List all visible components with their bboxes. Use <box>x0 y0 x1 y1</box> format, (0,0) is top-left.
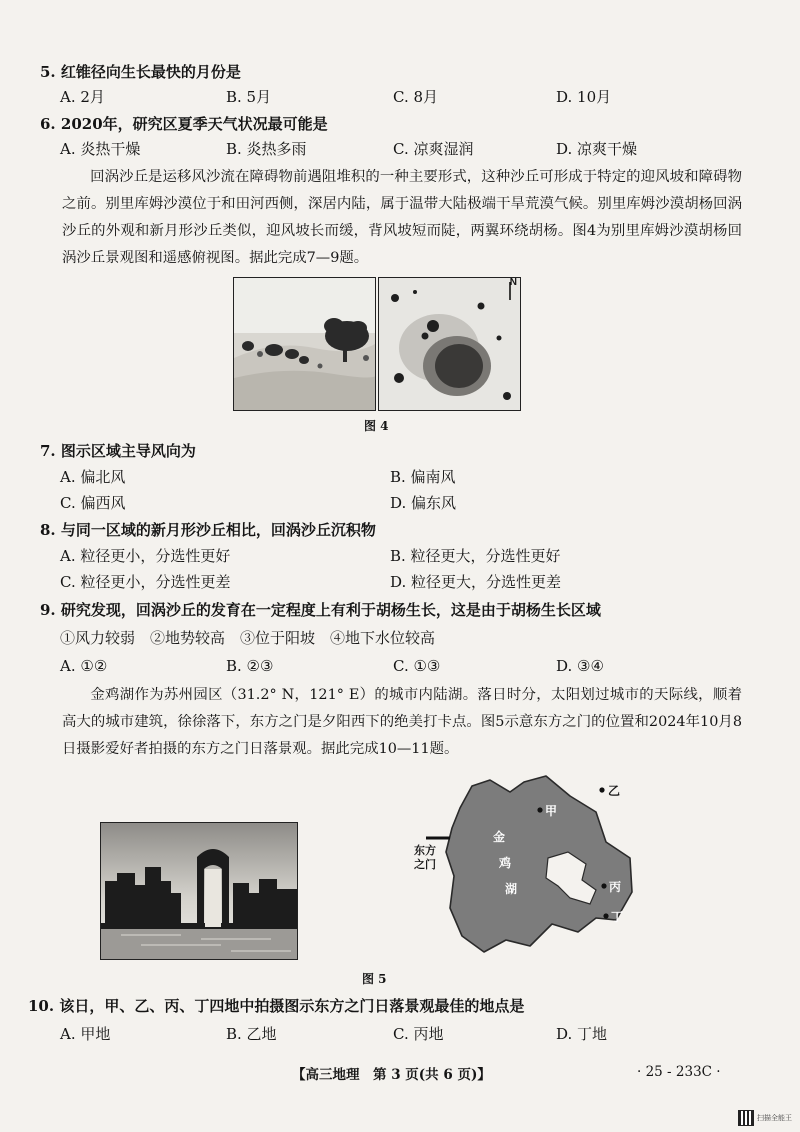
q9-option-d: D. ③④ <box>556 657 604 675</box>
fig5-sunset-photo <box>100 822 298 960</box>
lake-label-char-3: 湖 <box>505 882 518 896</box>
q10-option-b: B. 乙地 <box>226 1025 277 1043</box>
fig4-remote-sensing-image <box>378 277 521 411</box>
gate-label-line-2: 之门 <box>414 858 436 871</box>
passage-dunes <box>62 164 742 272</box>
lake-label-char-2: 鸡 <box>499 856 512 870</box>
q10-option-a: A. 甲地 <box>60 1025 111 1043</box>
point-bing-label: 丙 <box>609 880 622 894</box>
q6-option-a: A. 炎热干燥 <box>60 140 141 158</box>
q5-option-b: B. 5月 <box>226 88 272 106</box>
point-jia-label: 甲 <box>545 804 558 818</box>
passage-jinji-lake-text: 金鸡湖作为苏州园区（31.2° N，121° E）的城市内陆湖。落日时分，太阳划过城市的天际线，顺着高大的城市建筑，徐徐落下，东方之门是夕阳西下的绝美打卡点。图5示意东方之门的位置和2024年10月8日摄影爱好者拍摄的东方之门日落景观。据此完成10—11题。 <box>62 687 742 757</box>
scanner-watermark-text: 扫描全能王 <box>757 1114 792 1122</box>
q9-conditions: ①风力较弱 ②地势较高 ③位于阳坡 ④地下水位较高 <box>60 629 436 647</box>
q10-stem: 10. 该日，甲、乙、丙、丁四地中拍摄图示东方之门日落景观最佳的地点是 <box>28 997 525 1015</box>
gate-label-line-1: 东方 <box>414 844 436 857</box>
gate-of-orient-sunset-image <box>101 823 297 959</box>
q9-option-c: C. ①③ <box>393 657 441 675</box>
dune-landscape-image <box>234 278 375 410</box>
page-footer-label: 【高三地理 第 3 页(共 6 页)】 <box>292 1067 491 1083</box>
exam-code: · 25 - 233C · <box>637 1064 721 1080</box>
qr-code-icon <box>738 1110 754 1126</box>
q8-option-c: C. 粒径更小，分选性更差 <box>60 573 231 591</box>
fig5-lake-map <box>414 768 650 958</box>
q8-option-b: B. 粒径更大，分选性更好 <box>390 547 561 565</box>
q7-option-d: D. 偏东风 <box>390 494 457 512</box>
q10-option-d: D. 丁地 <box>556 1025 608 1043</box>
q7-option-b: B. 偏南风 <box>390 468 456 486</box>
q8-option-a: A. 粒径更小，分选性更好 <box>60 547 231 565</box>
q10-option-c: C. 丙地 <box>393 1025 444 1043</box>
q7-option-a: A. 偏北风 <box>60 468 126 486</box>
q6-option-b: B. 炎热多雨 <box>226 140 307 158</box>
scanner-watermark <box>738 1110 792 1126</box>
q9-option-b: B. ②③ <box>226 657 274 675</box>
remote-sensing-view <box>379 278 520 410</box>
fig4-landscape-photo <box>233 277 376 411</box>
q6-stem: 6. 2020年，研究区夏季天气状况最可能是 <box>40 115 328 133</box>
q5-option-d: D. 10月 <box>556 88 612 106</box>
q5-option-a: A. 2月 <box>60 88 105 106</box>
q5-option-c: C. 8月 <box>393 88 439 106</box>
q5-stem: 5. 红锥径向生长最快的月份是 <box>40 63 241 81</box>
q9-stem: 9. 研究发现，回涡沙丘的发育在一定程度上有利于胡杨生长，这是由于胡杨生长区域 <box>40 601 601 619</box>
fig4-caption: 图 4 <box>364 419 389 433</box>
q7-stem: 7. 图示区域主导风向为 <box>40 442 196 460</box>
q6-option-c: C. 凉爽湿润 <box>393 140 474 158</box>
q6-option-d: D. 凉爽干燥 <box>556 140 638 158</box>
passage-jinji-lake <box>62 682 742 763</box>
passage-dunes-text: 回涡沙丘是运移风沙流在障碍物前遇阻堆积的一种主要形式，这种沙丘可形成于特定的迎风坡和障碍物之前。别里库姆沙漠位于和田河西侧，深居内陆，属于温带大陆极端干旱荒漠气候。别里库姆沙漠胡杨回涡沙丘的外观和新月形沙丘类似，迎风坡长而缓，背风坡短而陡，两翼环绕胡杨。图4为别里库姆沙漠胡杨回涡沙丘景观图和遥感俯视图。据此完成7—9题。 <box>62 169 742 266</box>
lake-label-char-1: 金 <box>493 830 506 844</box>
point-yi-label: 乙 <box>608 784 621 798</box>
q8-stem: 8. 与同一区域的新月形沙丘相比，回涡沙丘沉积物 <box>40 521 376 539</box>
q9-option-a: A. ①② <box>60 657 108 675</box>
q8-option-d: D. 粒径更大，分选性更差 <box>390 573 562 591</box>
q7-option-c: C. 偏西风 <box>60 494 126 512</box>
fig5-caption: 图 5 <box>362 972 387 986</box>
north-arrow-label: N <box>509 277 517 288</box>
point-ding-label: 丁 <box>611 910 624 924</box>
